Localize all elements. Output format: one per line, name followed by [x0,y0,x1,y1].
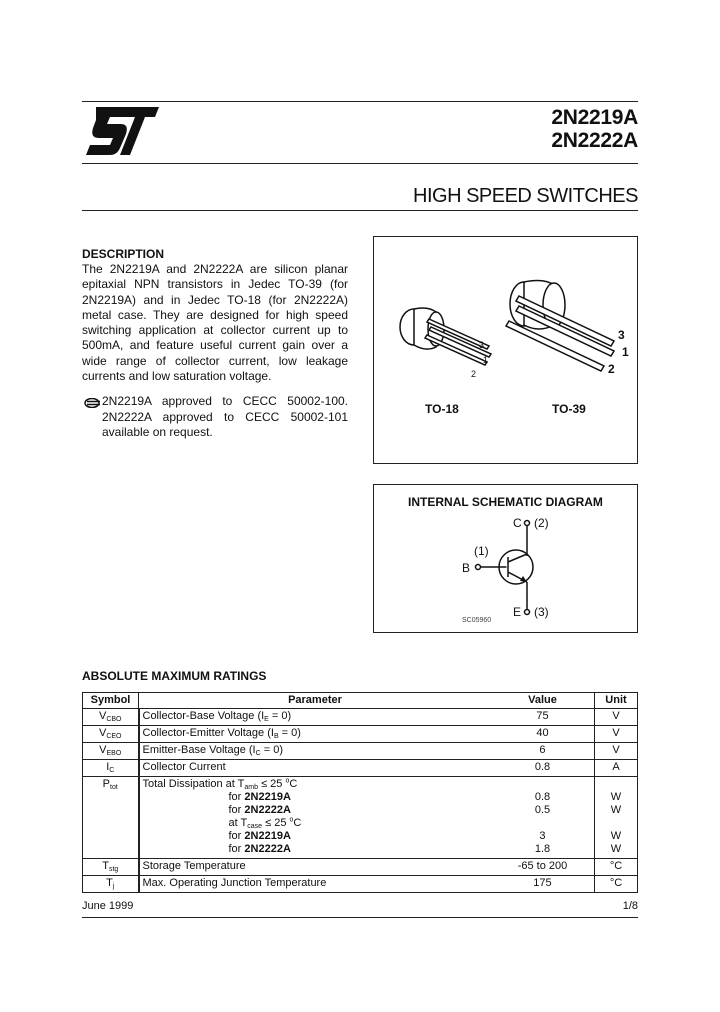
parameter-line [143,843,488,856]
top-rule [82,101,638,102]
parameter-text: at T [228,817,248,829]
parameter-cell [139,709,491,726]
value-text: 75 [536,710,549,722]
value-text [494,817,591,830]
unit-text: W [610,804,622,816]
symbol-cell: $T_{stg}$ [83,859,139,876]
parameter-text: B [273,733,279,740]
value-text: 0.8 [534,761,551,773]
collector-pin: (2) [534,516,549,530]
unit-text: W [610,843,622,855]
parameter-text: = 0) [260,744,283,756]
table-header-row [83,693,638,709]
parameter-text: 2N2222A [244,804,291,816]
value-text: 175 [533,877,552,889]
parameter-line [143,744,488,757]
value-cell [491,709,595,726]
value-cell [491,760,595,777]
part-number-2: 2N2222A [551,129,638,152]
parameter-text: amb [244,784,259,791]
symbol-subscript: tot [110,784,118,791]
parameter-line [143,727,488,740]
parameter-cell [139,859,491,876]
unit-cell [595,760,638,777]
unit-cell [595,743,638,760]
package-figure [373,236,638,464]
parameter-text: = 0) [278,727,301,739]
parameter-text: Collector Current [142,761,226,773]
parameter-cell [139,726,491,743]
symbol-subscript: EBO [106,750,122,757]
value-text: 0.5 [534,804,551,816]
parameter-line [143,710,488,723]
unit-text: °C [609,860,623,872]
parameter-text: for [228,804,245,816]
symbol-cell: $T_j$ [83,876,139,893]
parameter-text: ≤ 25 [258,778,286,790]
symbol-cell: $P_{tot}$ [83,777,139,859]
parameter-text: Collector-Base Voltage (I [142,710,265,722]
parameter-text: 2N2219A [244,830,291,842]
collector-label: C [513,516,522,530]
parameter-line [143,860,488,873]
parameter-text: o [289,816,294,824]
footer-page: 1/8 [622,900,638,912]
value-cell [491,876,595,893]
parameter-line [143,791,488,804]
parameter-text: Collector-Emitter Voltage (I [142,727,274,739]
value-text: 6 [539,744,546,756]
parameter-text: for [228,830,245,842]
symbol-cell: $V_{CEO}$ [83,726,139,743]
to39-pin-3: 3 [618,328,625,342]
ratings-table [82,692,638,893]
value-cell [491,777,595,859]
emitter-label: E [513,605,522,619]
symbol-subscript: C [109,767,115,774]
unit-text: V [612,727,620,739]
package-drawing [374,237,636,462]
description-body: The 2N2219A and 2N2222A are silicon planar epitaxial NPN transistors in Jedec TO-39 (for 2N2219A) and in Jedec TO-18 (for 2N2222A) metal case. They are designed for high speed switching application at collector current up to 500mA, and feature useful current gain over a wide range of collector current, low leakage currents and low saturation voltage. [82,262,348,384]
parameter-cell [139,777,491,859]
value-cell [491,743,595,760]
emitter-pin: (3) [534,605,549,619]
table-row [83,777,638,859]
description-section [82,247,348,440]
unit-text: W [610,830,622,842]
unit-cell [595,726,638,743]
symbol-cell: $V_{EBO}$ [83,743,139,760]
header-parameter: Parameter [139,693,491,709]
parameter-line [143,778,488,791]
parameter-text: E [264,716,269,723]
to39-pin-1: 1 [622,345,629,359]
unit-cell [595,876,638,893]
ratings-title: ABSOLUTE MAXIMUM RATINGS [82,669,267,683]
parameter-text: for [228,843,245,855]
unit-text: V [612,744,620,756]
subtitle: HIGH SPEED SWITCHES [413,185,638,207]
rule [82,163,638,164]
header-symbol: Symbol [83,693,139,709]
value-text: 1.8 [534,843,551,855]
parameter-text: = 0) [268,710,292,722]
symbol-subscript: CBO [106,716,122,723]
footer-date: June 1999 [82,900,134,912]
value-cell [491,859,595,876]
parameter-text: Max. Operating Junction Temperature [142,877,327,889]
to18-label: TO-18 [425,402,459,416]
value-text: 40 [536,727,549,739]
schematic-title: INTERNAL SCHEMATIC DIAGRAM [408,495,603,509]
description-heading: DESCRIPTION [82,247,165,261]
parameter-text: Storage Temperature [142,860,246,872]
parameter-line [143,877,488,890]
npn-transistor-symbol [374,485,636,631]
symbol-cell: $I_C$ [83,760,139,777]
approval-note [82,394,348,440]
table-row [83,743,638,760]
header-value: Value [491,693,595,709]
footer-rule [82,917,638,918]
parameter-line [143,804,488,817]
value-text: 0.8 [534,791,551,803]
symbol-cell: $V_{CBO}$ [83,709,139,726]
unit-cell [595,859,638,876]
unit-cell [595,777,638,859]
value-text: -65 to 200 [517,860,568,872]
parameter-line [143,830,488,843]
table-row [83,709,638,726]
value-text: 3 [539,830,546,842]
rule [82,210,638,211]
parameter-cell [139,743,491,760]
to18-pin-2: 2 [471,369,477,379]
cecc-mark-icon [84,397,100,412]
header-unit: Unit [595,693,638,709]
unit-text [598,817,634,830]
parameter-text: o [285,777,290,785]
parameter-text: ≤ 25 [262,817,290,829]
unit-text [598,778,634,791]
table-row [83,859,638,876]
symbol-subscript: CEO [106,733,122,740]
st-logo [84,107,164,160]
parameter-line [143,761,488,774]
table-row [83,760,638,777]
parameter-cell [139,760,491,777]
unit-cell [595,709,638,726]
parameter-text: C [255,750,261,757]
parameter-text: case [247,823,263,830]
table-row [83,876,638,893]
parameter-text: C [293,817,302,829]
part-number-1: 2N2219A [551,106,638,129]
base-pin: (1) [474,544,489,558]
parameter-text: C [289,778,298,790]
approval-text: 2N2219A approved to CECC 50002-100. 2N2222A approved to CECC 50002-101 available on request. [102,394,348,439]
unit-text: V [612,710,620,722]
base-label: B [462,561,471,575]
to39-label: TO-39 [552,402,586,416]
parameter-text: Emitter-Base Voltage (I [142,744,256,756]
to39-pin-2: 2 [608,362,615,376]
symbol-subscript: stg [108,866,119,873]
unit-text: A [612,761,620,773]
to18-pin-1: 1 [483,355,489,365]
unit-text: °C [609,877,623,889]
parameter-text: 2N2219A [244,791,291,803]
parameter-text: for [228,791,245,803]
parameter-cell [139,876,491,893]
schematic-figure [373,484,638,633]
parameter-text: 2N2222A [244,843,291,855]
value-text [494,778,591,791]
drawing-code: SC05960 [462,617,492,624]
parameter-text: Total Dissipation at T [142,778,245,790]
to18-pin-3: 3 [479,340,485,350]
parameter-line [143,817,488,830]
symbol-subscript: j [112,883,115,890]
unit-text: W [610,791,622,803]
table-row [83,726,638,743]
value-cell [491,726,595,743]
